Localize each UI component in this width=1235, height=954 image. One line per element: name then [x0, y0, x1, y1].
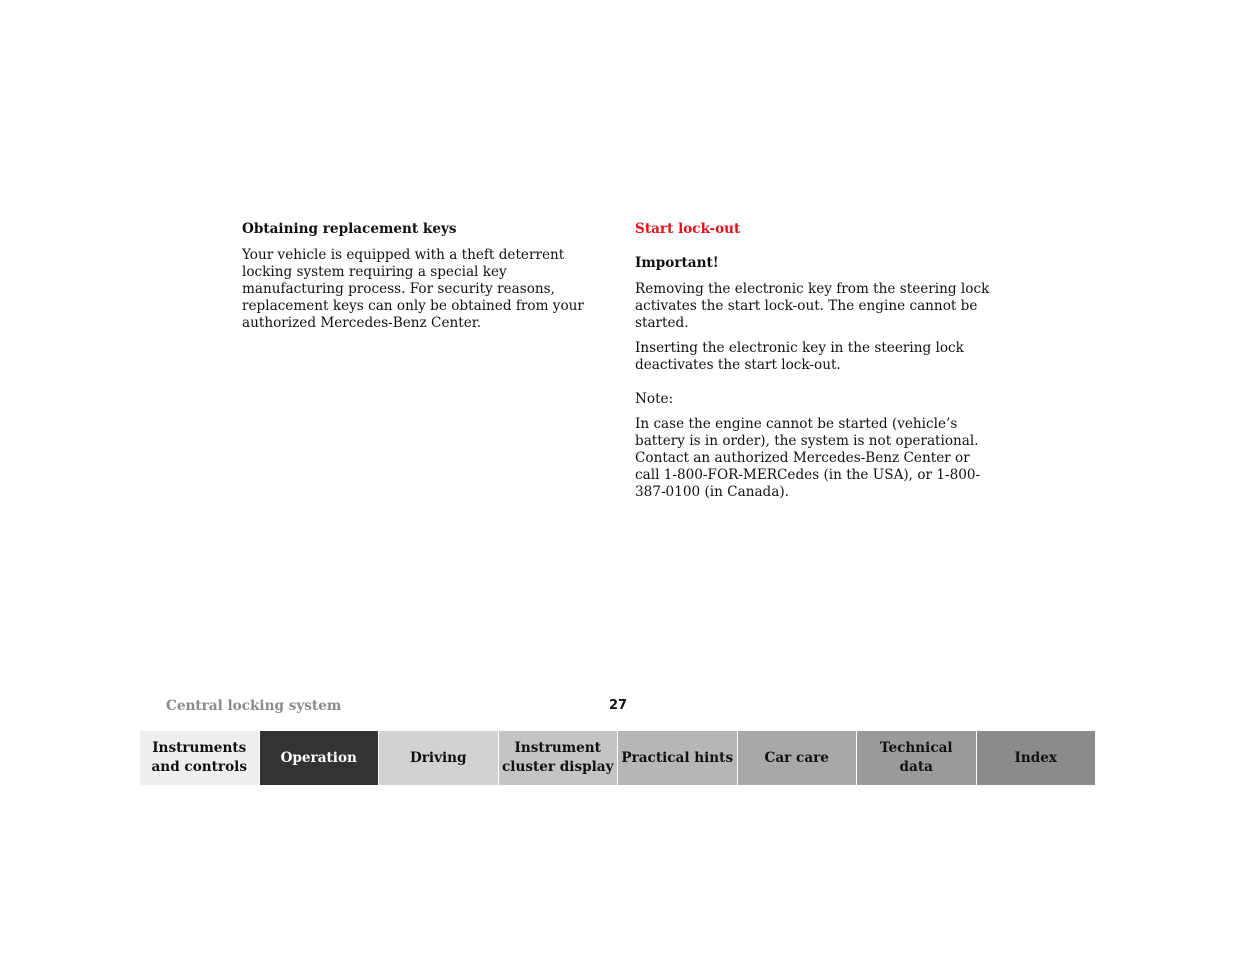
body-paragraph: Removing the electronic key from the steering lock activates the start lock-out. The engine cannot be started. — [635, 281, 990, 331]
tab-technical-data[interactable]: Technical data — [857, 731, 977, 785]
note-text: In case the engine cannot be started (vehicle’s battery is in order), the system is not operational. Contact an authorized Mercedes-Benz Center or call 1-800-FOR-MERCedes (in the USA), or 1-800-387-0100 (in Canada). — [635, 416, 981, 500]
tab-car-care[interactable]: Car care — [738, 731, 858, 785]
body-paragraph: Your vehicle is equipped with a theft deterrent locking system requiring a special key manufacturing process. For security reasons, replacement keys can only be obtained from your authorized Mercedes-Benz Center. — [242, 247, 584, 331]
tab-practical-hints[interactable]: Practical hints — [618, 731, 738, 785]
important-label: Important! — [635, 255, 719, 271]
left-column — [242, 221, 604, 340]
tab-driving[interactable]: Driving — [379, 731, 499, 785]
section-heading-start-lock-out: Start lock-out — [635, 221, 741, 237]
page-number: 27 — [609, 698, 628, 713]
footer-section-title: Central locking system — [166, 698, 342, 714]
right-column — [635, 221, 997, 509]
note-label: Note: — [635, 391, 674, 407]
tab-index[interactable]: Index — [977, 731, 1096, 785]
chapter-nav-bar — [140, 731, 1095, 785]
section-heading-replacement-keys: Obtaining replacement keys — [242, 221, 457, 237]
tab-instruments-and-controls[interactable]: Instruments and controls — [140, 731, 260, 785]
tab-instrument-cluster-display[interactable]: Instrument cluster display — [499, 731, 619, 785]
tab-operation[interactable]: Operation — [260, 731, 380, 785]
body-paragraph: Inserting the electronic key in the steering lock deactivates the start lock-out. — [635, 340, 964, 373]
